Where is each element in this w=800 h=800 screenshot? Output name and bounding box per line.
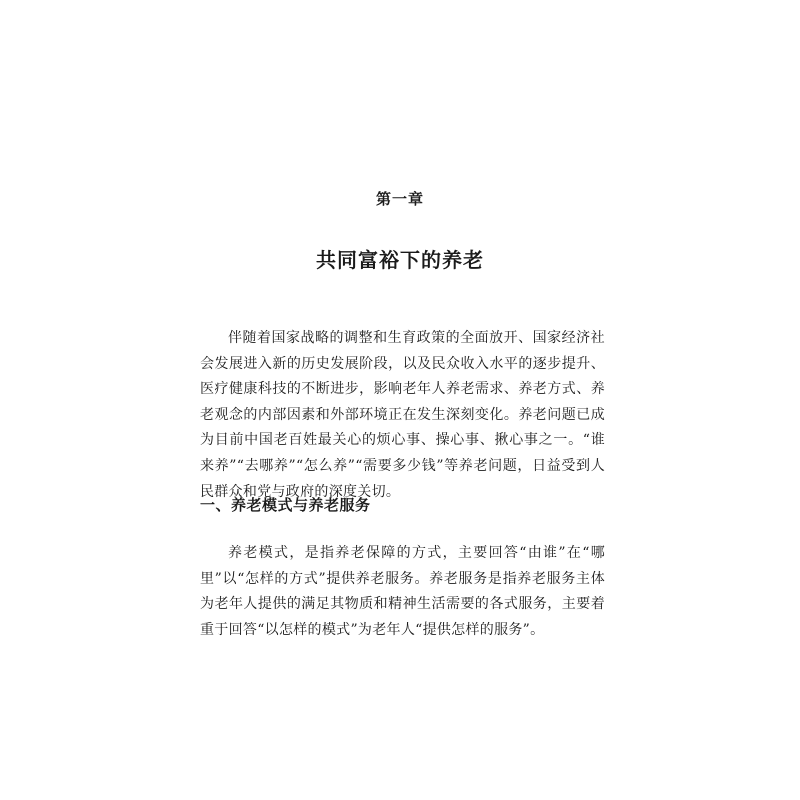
section-heading: 一、养老模式与养老服务 [200, 496, 371, 514]
chapter-label: 第一章 [375, 190, 424, 208]
chapter-title: 共同富裕下的养老 [316, 248, 484, 272]
intro-paragraph: 伴随着国家战略的调整和生育政策的全面放开、国家经济社会发展进入新的历史发展阶段，以及民众收入水平的逐步提升、医疗健康科技的不断进步，影响老年人养老需求、养老方式、养老观念的内部因素和外部环境正在发生深刻变化。养老问题已成为目前中国老百姓最关心的烦心事、操心事、揪心事之一。“谁来养”“去哪养”“怎么养”“需要多少钱”等养老问题，日益受到人民群众和党与政府的深度关切。 [200, 330, 605, 500]
section-paragraph: 养老模式，是指养老保障的方式，主要回答“由谁”在“哪里”以“怎样的方式”提供养老服务。养老服务是指养老服务主体为老年人提供的满足其物质和精神生活需要的各式服务，主要着重于回答“以怎样的模式”为老年人“提供怎样的服务”。 [200, 545, 605, 638]
